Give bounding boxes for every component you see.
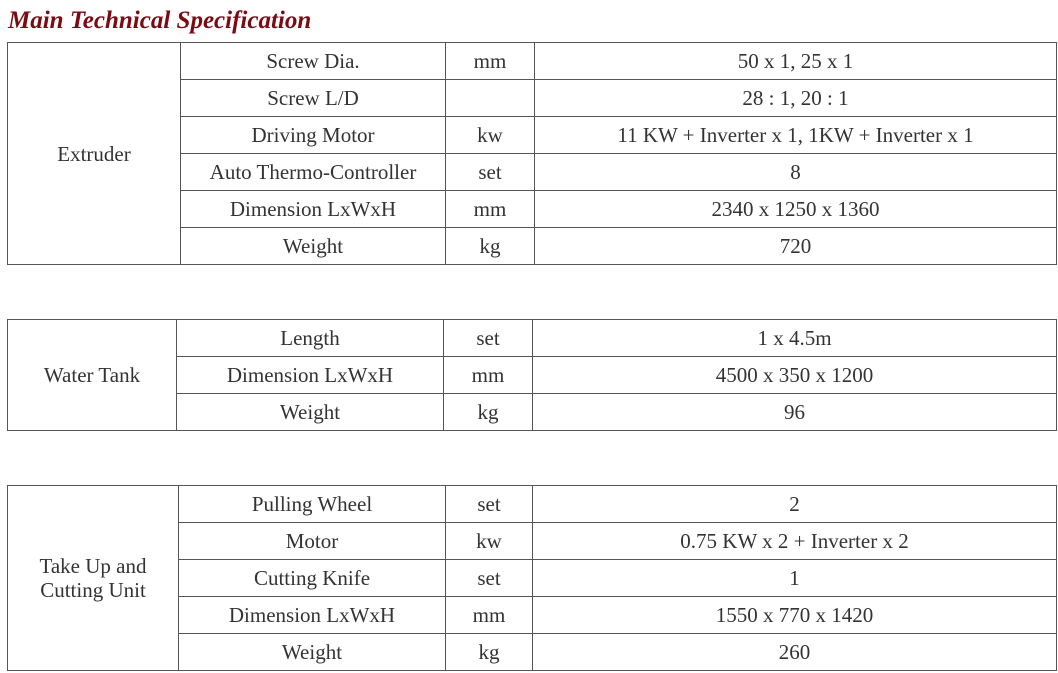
item-cell: Screw L/D bbox=[181, 80, 446, 117]
value-cell: 4500 x 350 x 1200 bbox=[533, 357, 1057, 394]
value-cell: 2340 x 1250 x 1360 bbox=[535, 191, 1057, 228]
unit-cell: set bbox=[446, 560, 533, 597]
item-cell: Auto Thermo-Controller bbox=[181, 154, 446, 191]
section-name: Water Tank bbox=[8, 320, 177, 431]
water-tank-spec-table bbox=[7, 319, 1057, 431]
value-cell: 1 x 4.5m bbox=[533, 320, 1057, 357]
section-name: Extruder bbox=[8, 43, 181, 265]
section-name: Take Up and Cutting Unit bbox=[8, 486, 179, 671]
item-cell: Cutting Knife bbox=[179, 560, 446, 597]
page-title: Main Technical Specification bbox=[8, 7, 312, 34]
unit-cell: kg bbox=[446, 634, 533, 671]
value-cell: 260 bbox=[533, 634, 1057, 671]
item-cell: Dimension LxWxH bbox=[181, 191, 446, 228]
unit-cell: kg bbox=[444, 394, 533, 431]
value-cell: 96 bbox=[533, 394, 1057, 431]
table-row bbox=[8, 320, 1057, 357]
unit-cell: mm bbox=[446, 597, 533, 634]
value-cell: 8 bbox=[535, 154, 1057, 191]
item-cell: Pulling Wheel bbox=[179, 486, 446, 523]
item-cell: Weight bbox=[177, 394, 444, 431]
value-cell: 0.75 KW x 2 + Inverter x 2 bbox=[533, 523, 1057, 560]
item-cell: Weight bbox=[181, 228, 446, 265]
value-cell: 1550 x 770 x 1420 bbox=[533, 597, 1057, 634]
value-cell: 1 bbox=[533, 560, 1057, 597]
value-cell: 50 x 1, 25 x 1 bbox=[535, 43, 1057, 80]
value-cell: 2 bbox=[533, 486, 1057, 523]
value-cell: 11 KW + Inverter x 1, 1KW + Inverter x 1 bbox=[535, 117, 1057, 154]
table-row bbox=[8, 486, 1057, 523]
take-up-cutting-spec-table bbox=[7, 485, 1057, 671]
item-cell: Motor bbox=[179, 523, 446, 560]
unit-cell: set bbox=[444, 320, 533, 357]
unit-cell: mm bbox=[444, 357, 533, 394]
item-cell: Driving Motor bbox=[181, 117, 446, 154]
unit-cell: mm bbox=[446, 191, 535, 228]
value-cell: 720 bbox=[535, 228, 1057, 265]
table-row bbox=[8, 43, 1057, 80]
unit-cell bbox=[446, 80, 535, 117]
item-cell: Screw Dia. bbox=[181, 43, 446, 80]
item-cell: Dimension LxWxH bbox=[177, 357, 444, 394]
item-cell: Dimension LxWxH bbox=[179, 597, 446, 634]
unit-cell: mm bbox=[446, 43, 535, 80]
unit-cell: kw bbox=[446, 117, 535, 154]
item-cell: Length bbox=[177, 320, 444, 357]
value-cell: 28 : 1, 20 : 1 bbox=[535, 80, 1057, 117]
extruder-spec-table bbox=[7, 42, 1057, 265]
unit-cell: set bbox=[446, 154, 535, 191]
unit-cell: kg bbox=[446, 228, 535, 265]
unit-cell: set bbox=[446, 486, 533, 523]
unit-cell: kw bbox=[446, 523, 533, 560]
item-cell: Weight bbox=[179, 634, 446, 671]
